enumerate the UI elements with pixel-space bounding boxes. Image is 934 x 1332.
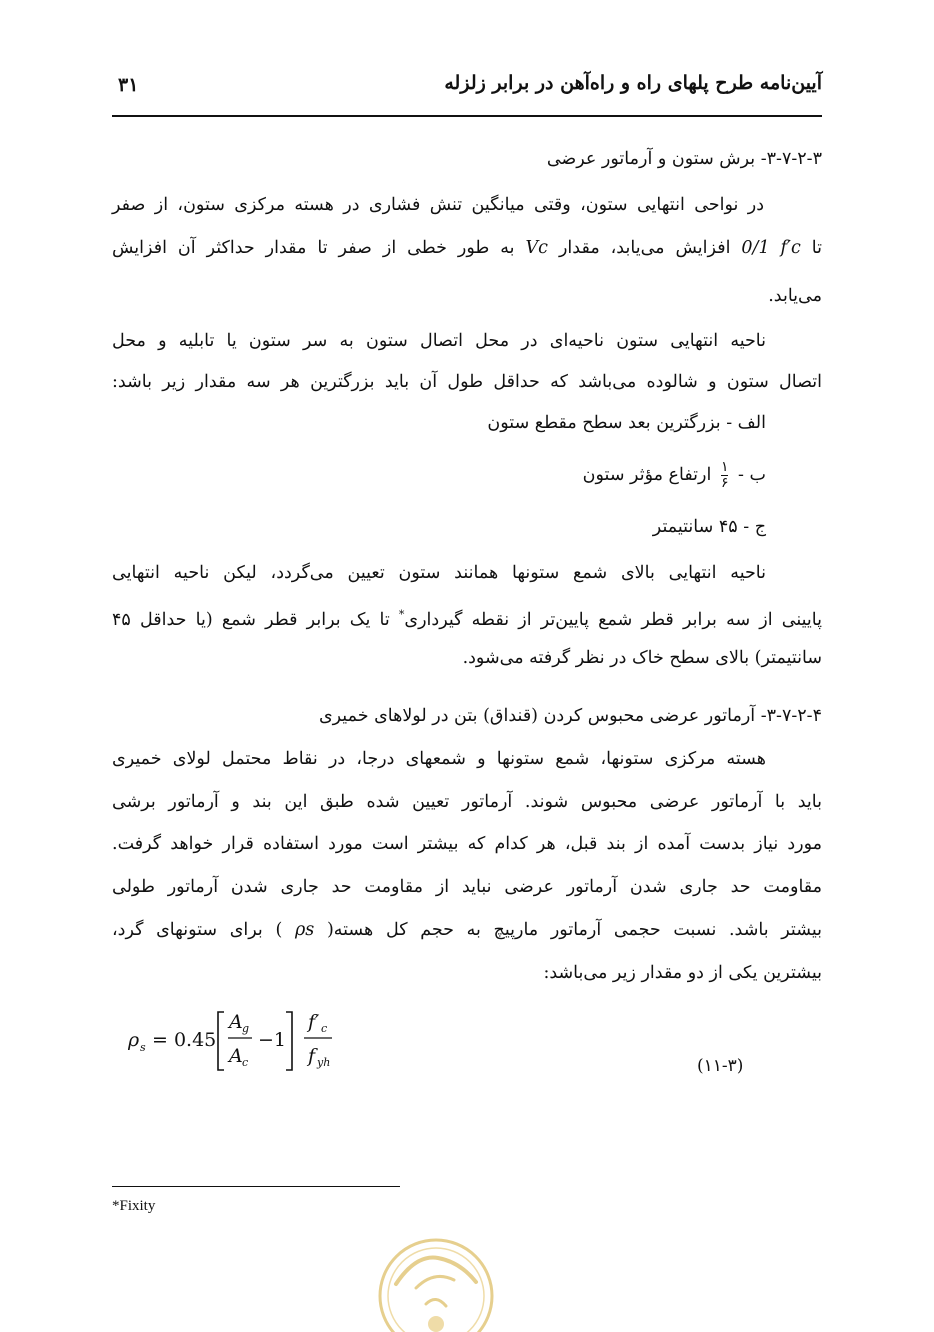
formula-minus-one: −1: [258, 1029, 287, 1051]
formula-ag: A: [229, 1011, 243, 1033]
paragraph-line: می‌یابد.: [768, 286, 822, 306]
formula-coefficient: = 0.45: [152, 1029, 217, 1051]
paragraph-line: هسته مرکزی ستونها، شمع ستونها و شمعهای درجا، در نقاط محتمل لولای خمیری: [112, 749, 766, 769]
formula-rho: ρ: [128, 1029, 140, 1051]
formula-rho-sub: s: [140, 1041, 146, 1054]
equation-11-3: [128, 1008, 358, 1072]
paragraph-line: اتصال ستون و شالوده می‌باشد که حداقل طول آن باید بزرگترین هر سه مقدار زیر باشد:: [112, 372, 822, 392]
formula-fc-sub: c: [321, 1022, 328, 1035]
formula-ag-sub: g: [242, 1022, 250, 1035]
paragraph-line: باید با آرماتور عرضی محبوس شوند. آرماتور تعیین شده طبق این بند و آرماتور برشی: [112, 792, 822, 812]
section-heading-3-7-2-4: ۳-۷-۲-۴- آرماتور عرضی محبوس کردن (قنداق) بتن در لولاهای خمیری: [318, 706, 822, 726]
paragraph-line-with-math: تا 0/1 f′c افزایش می‌یابد، مقدار Vc به طور خطی از صفر تا مقدار حداکثر آن افزایش: [112, 238, 822, 258]
list-item-a: الف - بزرگترین بعد سطح مقطع ستون: [487, 413, 766, 433]
paragraph-line: در نواحی انتهایی ستون، وقتی میانگین تنش فشاری در هسته مرکزی ستون، از صفر: [112, 195, 764, 215]
paragraph-line: مورد نیاز بدست آمده از بند قبل، هر کدام که بیشتر است مورد استفاده قرار خواهد گرفت.: [112, 834, 822, 854]
equation-number: (۱۱-۳): [697, 1056, 744, 1076]
math-vc: Vc: [525, 238, 548, 258]
publisher-seal-logo: [376, 1224, 496, 1332]
formula-fyh-sub: yh: [317, 1056, 331, 1069]
footnote-marker: *: [398, 608, 405, 621]
math-rho-s: ρs: [294, 920, 315, 940]
formula-fc: f′: [308, 1011, 320, 1033]
paragraph-line: ناحیه انتهایی ستون ناحیه‌ای در محل اتصال ستون به سر ستون یا تابلیه و محل: [112, 331, 766, 351]
left-bracket: [218, 1012, 224, 1070]
running-header-title: آیین‌نامه طرح پلهای راه و راه‌آهن در برابر زلزله: [444, 72, 822, 94]
section-heading-3-7-2-3: ۳-۷-۲-۳- برش ستون و آرماتور عرضی: [546, 149, 822, 169]
list-item-c: ج - ۴۵ سانتیمتر: [652, 517, 766, 537]
paragraph-line: بیشترین یکی از دو مقدار زیر می‌باشد:: [543, 963, 822, 983]
formula-fyh: f: [308, 1045, 316, 1067]
paragraph-line: مقاومت حد جاری شدن آرماتور عرضی نباید از مقاومت حد جاری شدن آرماتور طولی: [112, 877, 822, 897]
math-fc: 0/1 f′c: [741, 238, 801, 258]
paragraph-line: سانتیمتر) بالای سطح خاک در نظر گرفته می‌شود.: [462, 648, 822, 668]
header-rule: [112, 115, 822, 117]
paragraph-line-with-math: بیشتر باشد. نسبت حجمی آرماتور مارپیچ به حجم کل هسته( ρs ) برای ستونهای گرد،: [112, 920, 822, 940]
paragraph-line-with-footnote: پایینی از سه برابر قطر شمع پایین‌تر از نقطه گیرداری* تا یک برابر قطر شمع (یا حداقل ۴۵: [112, 608, 823, 630]
list-item-b: ب - ۱ ۶ ارتفاع مؤثر ستون: [582, 459, 766, 491]
footnote: *Fixity: [112, 1198, 156, 1214]
paragraph-line: ناحیه انتهایی بالای شمع ستونها همانند ستون تعیین می‌گردد، لیکن ناحیه انتهایی: [112, 563, 766, 583]
footnote-rule: [112, 1186, 400, 1187]
page-number: ۳۱: [118, 74, 139, 96]
formula-ac-sub: c: [242, 1056, 249, 1069]
formula-ac: A: [229, 1045, 243, 1067]
fraction-one-sixth: ۱ ۶: [720, 459, 729, 491]
right-bracket: [286, 1012, 292, 1070]
